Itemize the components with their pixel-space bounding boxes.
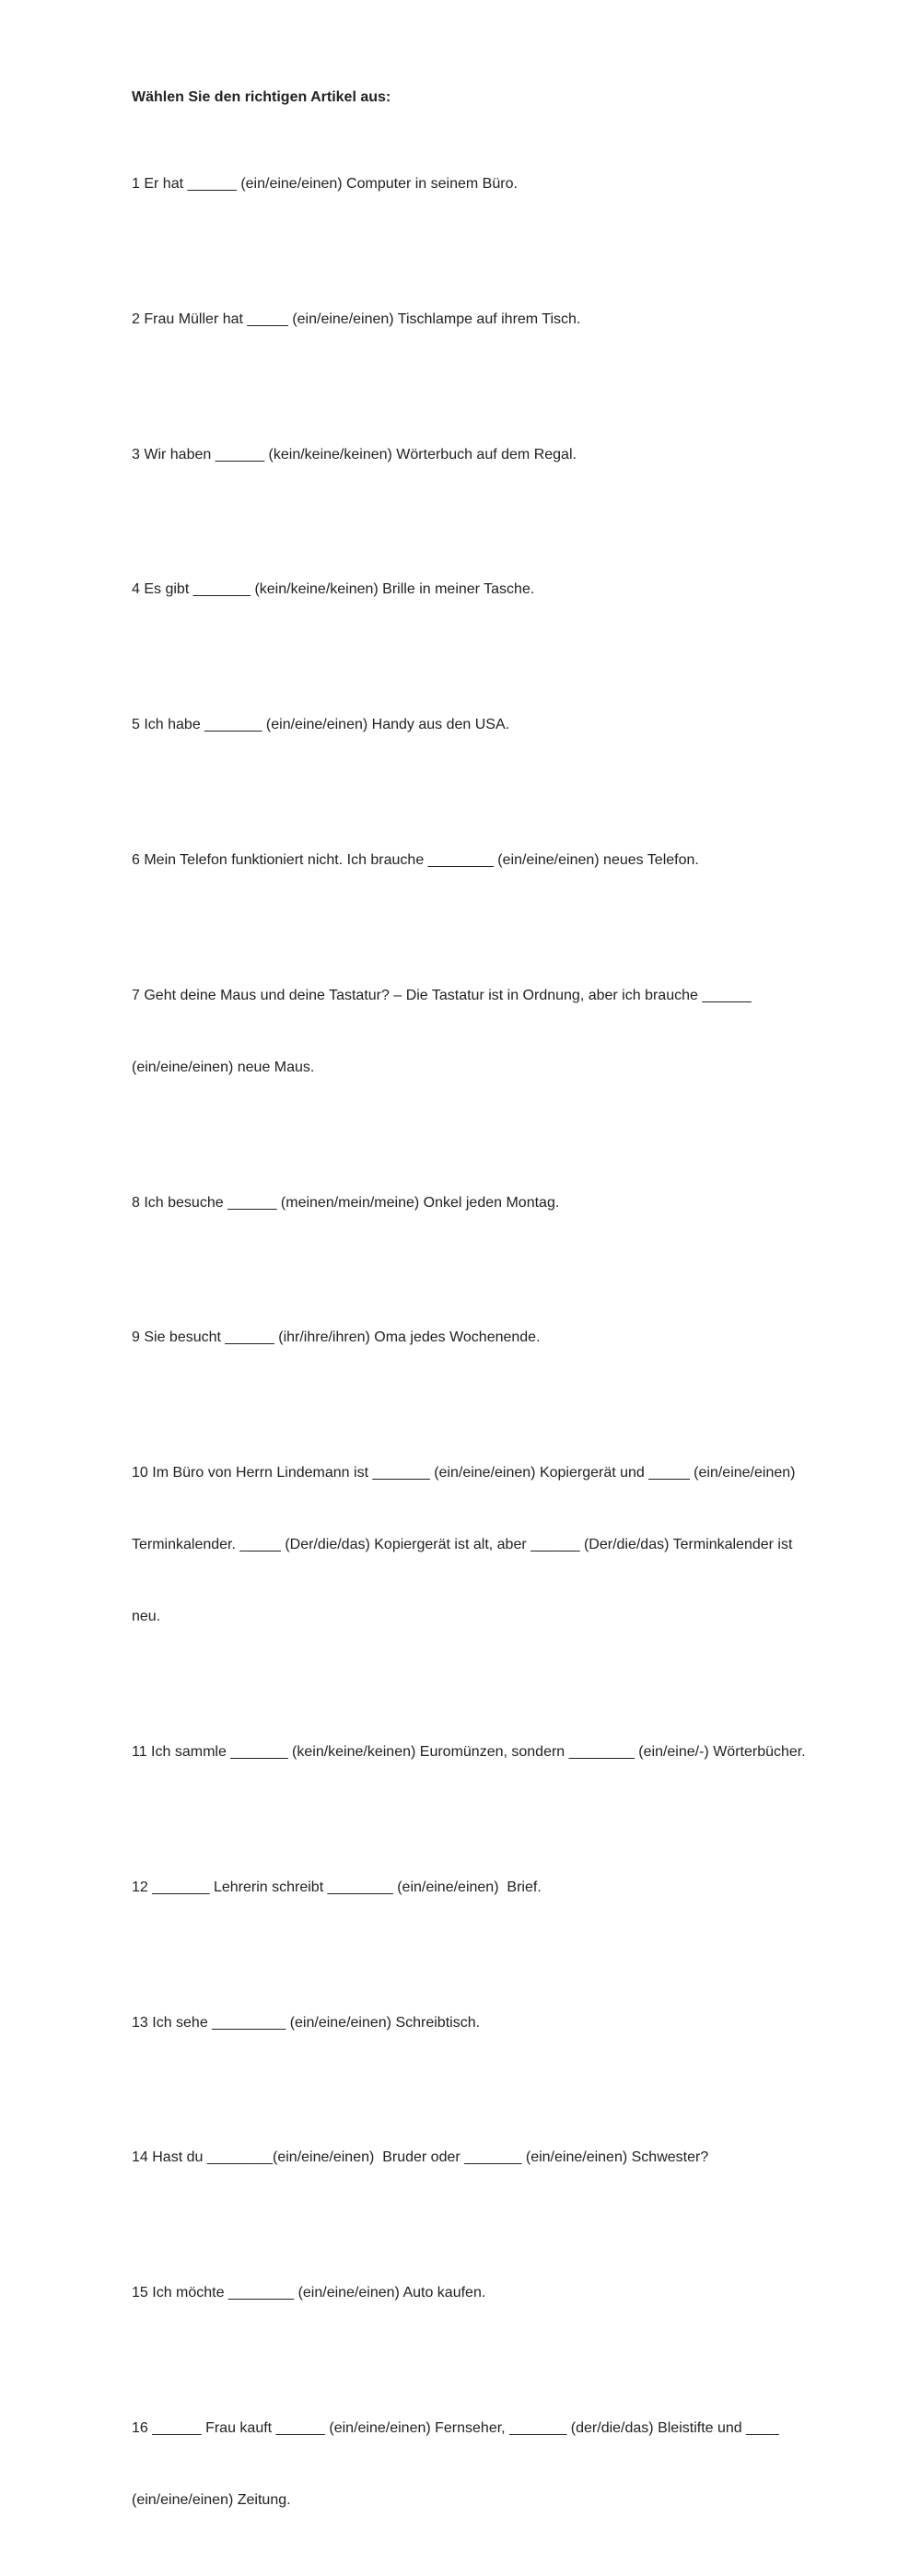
exercise-16-line-1: 16 ______ Frau kauft ______ (ein/eine/einen) Fernseher, _______ (der/die/das) Bleistifte und ____ (132, 2419, 779, 2436)
exercise-9 (132, 1278, 869, 1398)
exercise-4-line-1: 4 Es gibt _______ (kein/keine/keinen) Brille in meiner Tasche. (132, 581, 535, 598)
exercise-10-line-1: 10 Im Büro von Herrn Lindemann ist _______ (ein/eine/einen) Kopiergerät und _____ (ein/eine/einen) (132, 1465, 796, 1481)
exercise-8-line-1: 8 Ich besuche ______ (meinen/mein/meine) Onkel jeden Montag. (132, 1194, 560, 1211)
exercise-16 (132, 2369, 869, 2560)
exercise-7-line-1: 7 Geht deine Maus und deine Tastatur? – Die Tastatur ist in Ordnung, aber ich brauche ______ (132, 987, 752, 1003)
exercise-2 (132, 260, 869, 380)
exercise-6 (132, 801, 869, 920)
exercise-11 (132, 1692, 869, 1812)
exercise-15 (132, 2233, 869, 2353)
exercise-8 (132, 1143, 869, 1263)
exercise-10-line-2: Terminkalender. _____ (Der/die/das) Kopiergerät ist alt, aber ______ (Der/die/das) Terminkalender ist (132, 1537, 793, 1553)
exercise-6-line-1: 6 Mein Telefon funktioniert nicht. Ich brauche ________ (ein/eine/einen) neues Telefon. (132, 851, 699, 868)
exercise-9-line-1: 9 Sie besucht ______ (ihr/ihre/ihren) Oma jedes Wochenende. (132, 1329, 541, 1346)
exercise-14-line-1: 14 Hast du ________(ein/eine/einen) Bruder oder _______ (ein/eine/einen) Schwester? (132, 2149, 709, 2166)
exercise-15-line-1: 15 Ich möchte ________ (ein/eine/einen) Auto kaufen. (132, 2285, 486, 2301)
exercise-5 (132, 665, 869, 785)
exercise-12-line-1: 12 _______ Lehrerin schreibt ________ (ein/eine/einen) Brief. (132, 1879, 542, 1895)
exercise-2-line-1: 2 Frau Müller hat _____ (ein/eine/einen) Tischlampe auf ihrem Tisch. (132, 310, 581, 327)
exercise-13 (132, 1963, 869, 2083)
worksheet-heading: Wählen Sie den richtigen Artikel aus: (132, 89, 391, 105)
exercise-7-line-2: (ein/eine/einen) neue Maus. (132, 1059, 315, 1075)
exercise-11-line-1: 11 Ich sammle _______ (kein/keine/keinen) Euromünzen, sondern ________ (ein/eine/-) Wörterbücher. (132, 1743, 806, 1760)
worksheet (132, 86, 869, 2576)
exercise-1 (132, 124, 869, 244)
exercise-5-line-1: 5 Ich habe _______ (ein/eine/einen) Handy aus den USA. (132, 717, 510, 733)
exercise-4 (132, 530, 869, 650)
exercise-7 (132, 936, 869, 1128)
exercise-12 (132, 1828, 869, 1948)
exercise-3 (132, 395, 869, 515)
exercise-1-line-1: 1 Er hat ______ (ein/eine/einen) Computer in seinem Büro. (132, 176, 518, 192)
exercise-list (132, 124, 869, 2560)
exercise-3-line-1: 3 Wir haben ______ (kein/keine/keinen) Wörterbuch auf dem Regal. (132, 446, 577, 463)
exercise-16-line-2: (ein/eine/einen) Zeitung. (132, 2491, 291, 2508)
exercise-13-line-1: 13 Ich sehe _________ (ein/eine/einen) Schreibtisch. (132, 2014, 481, 2031)
exercise-14 (132, 2098, 869, 2218)
exercise-10-line-3: neu. (132, 1609, 161, 1625)
exercise-10 (132, 1413, 869, 1677)
